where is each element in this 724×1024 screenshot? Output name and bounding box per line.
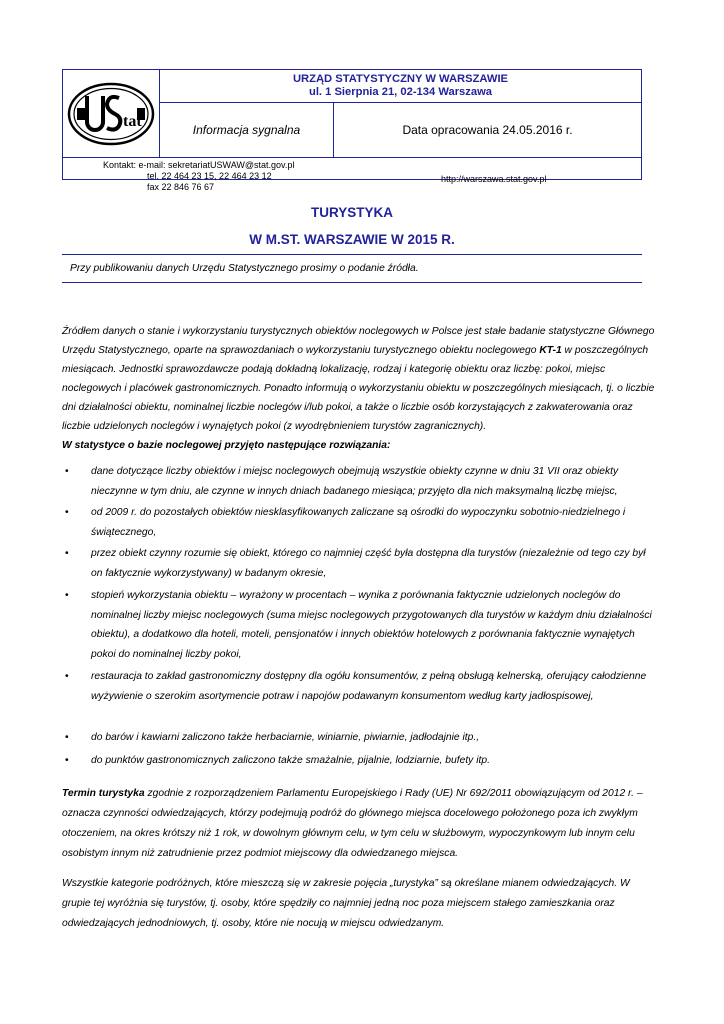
- list-item-text: stopień wykorzystania obiektu – wyrażony w procentach – wynika z porównania faktycznie udzielonych noclegów do nominalnej liczby miejsc noclegowych (suma miejsc noclegowych przygotowanych dla turystów w każdym dniu działalności obiektu), a dodatkowo dla hoteli, moteli, pensjonatów i innych obiektów hotelowych z porównania faktycznie wynajętych pokoi do nominalnej liczby pokoi,: [91, 590, 652, 660]
- contact-fax: fax 22 846 76 67: [147, 182, 215, 192]
- list-item: • stopień wykorzystania obiektu – wyrażony w procentach – wynika z porównania faktycznie udzielonych noclegów do nominalnej liczby miejsc noclegowych (suma miejsc noclegowych przygotowanych dla turystów w każdym dniu działalności obiektu), a dodatkowo dla hoteli, moteli, pensjonatów i innych obiektów hotelowych z porównania faktycznie wynajętych pokoi do nominalnej liczby pokoi,: [62, 586, 656, 664]
- contact-tel: tel. 22 464 23 15, 22 464 23 12: [147, 171, 272, 181]
- divider-top: [62, 254, 642, 255]
- term-text: zgodnie z rozporządzeniem Parlamentu Europejskiego i Rady (UE) Nr 692/2011 obowiązującym od 2012 r. – oznacza czynności odwiedzających, którzy podejmują podróż do głównego miejsca docelowego położonego poza ich zwykłym otoczeniem, na okres krótszy niż 1 rok, w dowolnym głównym celu, w tym celu w służbowym, wypoczynkowym lub innym celu osobistym innym niż zatrudnienie przez podmiot miejscowy dla odwiedzanego miejsca.: [62, 788, 643, 859]
- form-code: KT-1: [539, 345, 562, 356]
- list-item: • dane dotyczące liczby obiektów i miejsc noclegowych obejmują wszystkie obiekty czynne w dniu 31 VII oraz obiekty nieczynne w tym dniu, ale czynne w innych dniach badanego miesiąca; przyjęto dla nich maksymalną liczbę miejsc,: [62, 462, 656, 501]
- svg-text:tat: tat: [123, 113, 142, 130]
- logo-cell: [63, 70, 160, 158]
- header-box: [62, 69, 642, 192]
- list-item-text: przez obiekt czynny rozumie się obiekt, którego co najmniej część była dostępna dla turystów (niezależnie od tego czy był on faktycznie wykorzystywany) w badanym okresie,: [91, 548, 646, 579]
- solutions-heading: W statystyce o bazie noclegowej przyjęto następujące rozwiązania:: [62, 440, 391, 451]
- list-item-text: do punktów gastronomicznych zaliczono także smażalnie, pijalnie, lodziarnie, bufety itp.: [91, 755, 490, 766]
- title-line-1: TURYSTYKA: [310, 205, 393, 220]
- list-item-text: do barów i kawiarni zaliczono także herbaciarnie, winiarnie, piwiarnie, jadłodajnie itp.,: [91, 732, 480, 743]
- closing-paragraph: Wszystkie kategorie podróżnych, które mieszczą się w zakresie pojęcia „turystyka” są określane mianem odwiedzających. W grupie tej wyróżnia się turystów, tj. osoby, które spędziły co najmniej jedną noc poza miejscem stałego zamieszkania oraz odwiedzających jednodniowych, tj. osoby, które nie nocują w miejscu odwiedzanym.: [62, 878, 630, 929]
- intro-text-1: Źródłem danych o stanie i wykorzystaniu turystycznych obiektów noclegowych w Polsce jest stałe badanie statystyczne Głównego Urzędu Statystycznego, oparte na sprawozdaniach o wykorzystaniu turystycznego obiektu noclegowego: [62, 326, 655, 356]
- ustat-logo-icon: [67, 82, 155, 146]
- term-label: Termin turystyka: [62, 788, 145, 799]
- list-item: • restauracja to zakład gastronomiczny dostępny dla ogółu konsumentów, z pełną obsługą kelnerską, oferujący całodzienne wyżywienie o szerokim asortymencie potraw i napojów podawanym konsumentom według karty jadłospisowej,: [62, 667, 656, 706]
- list-item: • do punktów gastronomicznych zaliczono także smażalnie, pijalnie, lodziarnie, bufety itp.: [62, 751, 656, 771]
- list-item: • od 2009 r. do pozostałych obiektów niesklasyfikowanych zaliczane są ośrodki do wypoczynku sobotnio-niedzielnego i świątecznego,: [62, 503, 656, 542]
- list-item: • przez obiekt czynny rozumie się obiekt, którego co najmniej część była dostępna dla turystów (niezależnie od tego czy był on faktycznie wykorzystywany) w badanym okresie,: [62, 544, 656, 583]
- term-paragraph: [62, 784, 656, 864]
- intro-text-2: w poszczególnych miesiącach. Jednostki sprawozdawcze podają dokładną lokalizację, rodzaj i kategorię obiektu oraz liczbę: pokoi, miejsc noclegowych i placówek gastronomicznych. Ponadto informują o wykorzystaniu obiektu w poszczególnych miesiącach, tj. o liczbie dni działalności obiektu, nominalnej liczbie noclegów i/lub pokoi, a także o liczbie osób korzystających z zakwaterowania oraz liczbie udzielonych noclegów i wynajętych pokoi (z wyodrębnieniem turystów zagranicznych).: [62, 345, 655, 432]
- list-item-text: dane dotyczące liczby obiektów i miejsc noclegowych obejmują wszystkie obiekty czynne w dniu 31 VII oraz obiekty nieczynne w tym dniu, ale czynne w innych dniach badanego miesiąca; przyjęto dla nich maksymalną liczbę miejsc,: [91, 466, 619, 497]
- source-note: Przy publikowaniu danych Urzędu Statystycznego prosimy o podanie źródła.: [70, 263, 419, 274]
- org-line-1: URZĄD STATYSTYCZNY W WARSZAWIE: [292, 73, 509, 85]
- contact-email: Kontakt: e-mail: sekretariatUSWAW@stat.gov.pl: [103, 160, 295, 170]
- list-item: • do barów i kawiarni zaliczono także herbaciarnie, winiarnie, piwiarnie, jadłodajnie itp.,: [62, 728, 656, 748]
- list-item-text: restauracja to zakład gastronomiczny dostępny dla ogółu konsumentów, z pełną obsługą kelnerską, oferujący całodzienne wyżywienie o szerokim asortymencie potraw i napojów podawanym konsumentom według karty jadłospisowej,: [91, 671, 647, 702]
- contact-block: [103, 160, 363, 193]
- divider-bottom: [62, 282, 642, 283]
- website-url[interactable]: http://warszawa.stat.gov.pl: [441, 174, 547, 184]
- intro-paragraph: [62, 322, 656, 436]
- list-item-text: od 2009 r. do pozostałych obiektów niesklasyfikowanych zaliczane są ośrodki do wypoczynku sobotnio-niedzielnego i świątecznego,: [91, 507, 626, 538]
- title-line-2: W M.ST. WARSZAWIE W 2015 R.: [249, 232, 455, 247]
- org-line-2: ul. 1 Sierpnia 21, 02-134 Warszawa: [308, 86, 493, 98]
- preparation-date: Data opracowania 24.05.2016 r.: [334, 103, 641, 158]
- organization-name: [160, 70, 641, 103]
- information-type: Informacja sygnalna: [160, 103, 334, 158]
